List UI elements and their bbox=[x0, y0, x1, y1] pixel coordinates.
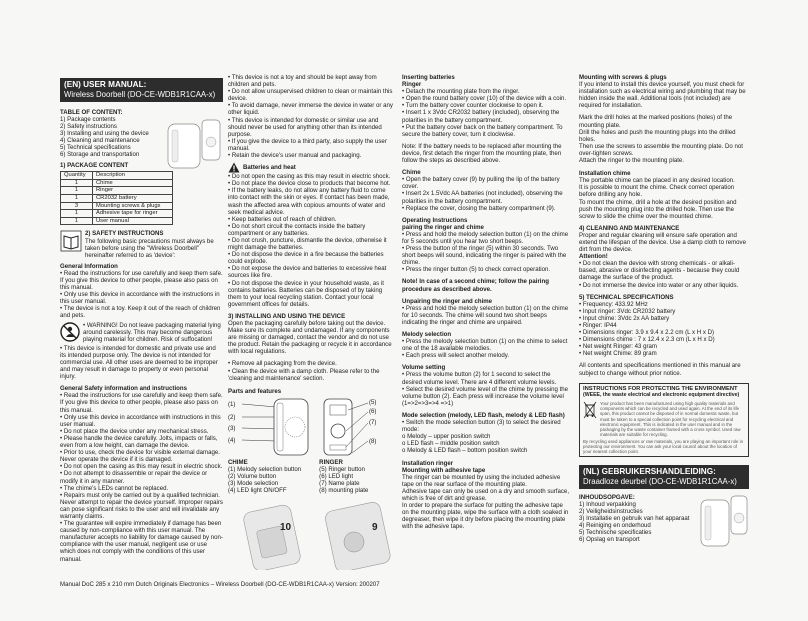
callout-label: (7) bbox=[369, 418, 377, 426]
install-heading: 3) INSTALLING AND USING THE DEVICE bbox=[228, 312, 346, 320]
toc-item: 6) Opslag en transport bbox=[579, 536, 640, 544]
chime-drawing bbox=[240, 397, 310, 457]
chime-text: • Open the battery cover (9) by pulling the lip of the battery cover. • Insert 2x 1.5Vdc AA batteries (not included), observing the polarities in the battery compartment. • Replace the cover, closing the battery compartment (9). bbox=[402, 176, 563, 212]
install-chime-text: The portable chime can be placed in any desired location. It is possible to mount the chime. Check correct operation before drilling any hole. To mount the chime, drill a hole at the desired position and push the mounting plug into the drilled hole. Then use the screw to slide the chime over the mounted chime. bbox=[579, 177, 737, 220]
callout-label: (8) bbox=[369, 437, 377, 445]
mode-text: • Switch the mode selection button (3) to select the desired mode: o Melody – upper position switch o LED flash – middle position switch o Melody & LED flash – bottom position switch bbox=[402, 419, 561, 455]
parts-figure bbox=[228, 397, 396, 457]
ringer-rear-photo bbox=[316, 502, 396, 570]
operating-heading: Operating Instructions bbox=[402, 216, 468, 224]
table-row bbox=[61, 195, 173, 203]
volume-text: • Press the volume button (2) for 1 second to select the desired volume level. There are 4 different volume levels. • Select the desired volume level of the chime by pressing the volume button (2). Each press will increase the volume level (1=>2=>3=>4 =>1) bbox=[402, 371, 569, 407]
nl-subtitle: Draadloze deurbel (DO-CE-WDB1R1CAA-x) bbox=[583, 476, 737, 486]
photo-number: 10 bbox=[280, 522, 292, 534]
photo-number: 9 bbox=[372, 522, 378, 534]
install-text: Open the packaging carefully before taking out the device. Make sure its complete and undamaged. If any components are missing or damaged, contact the vendor and do not use the product. Retain the packaging or recycle it in accordance with local regulations. bbox=[228, 320, 392, 356]
weee-heading: INSTRUCTIONS FOR PROTECTING THE ENVIRONMENT bbox=[583, 385, 738, 392]
install-chime-subheading: Installation chime bbox=[579, 170, 631, 178]
ringer-rear-image bbox=[316, 502, 396, 570]
install-ringer-subheading: Installation ringer bbox=[402, 459, 454, 467]
cleaning-heading: 4) CLEANING AND MAINTENANCE bbox=[579, 224, 680, 232]
chime-parts bbox=[228, 459, 301, 494]
pairing-subheading: pairing the ringer and chime bbox=[402, 223, 484, 231]
cleaning-text: Proper and regular cleaning will ensure safe operation and extend the lifespan of the device. Use a damp cloth to remove dirt from the device. bbox=[579, 231, 746, 254]
general-info-text: • Read the instructions for use carefully and keep them safe. If you give this device to other people, please also pass on this manual. • Only use this device in accordance with the instructions in this user manual. • The device is not a toy. Keep it out of the reach of children and pets. bbox=[60, 269, 223, 320]
nl-title-box bbox=[579, 465, 749, 489]
nl-title: (NL) GEBRUIKERSHANDLEIDING: bbox=[583, 467, 716, 477]
rights-text: All contents and specifications mentioned in this manual are subject to change without prior notice. bbox=[579, 362, 741, 377]
general-text: • This device is not a toy and should be kept away from children and pets. • Do not allow unsupervised children to clean or maintain this device. • To avoid damage, never immerse the device in water or any other liquid. • This device is intended for domestic or similar use and should never be used for anything other than its intended purpose. • If you give the device to a third party, also supply the user manual. • Retain the device's user manual and packaging. bbox=[228, 74, 393, 160]
adhesive-subheading: Mounting with adhesive tape bbox=[402, 466, 486, 474]
safety-text: The following basic precautions must always be taken before using the "Wireless Doorbell" hereinafter referred to as 'device': bbox=[85, 237, 214, 259]
note-battery-text: Note: If the battery needs to be replaced after mounting the device, first detach the ringer from the mounting plate, then follow the steps as described above. bbox=[402, 142, 562, 165]
table-cell: Quantity bbox=[61, 172, 93, 180]
parts-heading: Parts and features bbox=[228, 387, 282, 395]
safety-heading: 2) SAFETY INSTRUCTIONS bbox=[85, 230, 164, 238]
table-cell: Description bbox=[93, 172, 173, 180]
specs-heading: 5) TECHNICAL SPECIFICATIONS bbox=[579, 293, 674, 301]
table-row bbox=[61, 179, 173, 187]
toc-item: 3) Installing and using the device bbox=[60, 129, 149, 137]
screws-subheading: Mounting with screws & plugs bbox=[579, 74, 667, 81]
warning-triangle-icon bbox=[228, 162, 240, 173]
package-content-heading: 1) PACKAGE CONTENT bbox=[60, 162, 129, 170]
melody-subheading: Melody selection bbox=[402, 331, 452, 338]
weee-text-2: By recycling used appliances or raw materials, you are playing an important role in protecting our environment. You can ask your local council about the location of your nearest collection point. bbox=[583, 438, 744, 455]
en-title-box bbox=[60, 78, 223, 102]
warning-block bbox=[60, 322, 223, 345]
list-item: • Ringer: IP44 bbox=[579, 322, 617, 329]
list-item: (7) Name plate bbox=[319, 480, 360, 488]
install-text-2: • Remove all packaging from the device. • Clean the device with a damp cloth. Please refer to the 'cleaning and maintenance' section. bbox=[228, 360, 380, 382]
list-item: (4) LED light ON/OFF bbox=[228, 487, 287, 495]
volume-subheading: Volume setting bbox=[402, 364, 446, 372]
en-subtitle: Wireless Doorbell (DO-CE-WDB1R1CAA-x) bbox=[64, 89, 216, 99]
table-cell: 1 bbox=[61, 217, 93, 225]
callout-label: (2) bbox=[228, 413, 236, 421]
ringer-drawing bbox=[320, 397, 376, 457]
note-second-chime: Note! In case of a second chime; follow the pairing procedure as described above. bbox=[402, 278, 549, 293]
toc-heading: TABLE OF CONTENT: bbox=[60, 108, 123, 116]
toc-item: 4) Reiniging en onderhoud bbox=[579, 522, 651, 530]
table-cell: 3 bbox=[61, 202, 93, 210]
list-item: (5) Ringer button bbox=[319, 465, 365, 473]
column-4 bbox=[579, 74, 749, 580]
weee-box bbox=[579, 383, 749, 458]
adhesive-text: The ringer can be mounted by using the included adhesive tape on the rear surface of the mounting plate. Adhesive tape can only be used on a dry and smooth surface, which is free of dirt and grease. In order to prepare the surface for putting the adhesive tape on the mounting plate, wipe the surface with a cloth soaked in degreaser, then wipe it dry before placing the mounting plate with the adhesive tape. bbox=[402, 473, 570, 531]
toc-item: 5) Technische specificaties bbox=[579, 529, 652, 537]
weee-subheading: (WEEE, the waste electrical and electronic equipment directive) bbox=[583, 392, 740, 399]
general-info-heading: General Information bbox=[60, 262, 118, 270]
note-battery bbox=[402, 143, 570, 164]
page-footer: Manual DoC 285 x 210 mm Dutch Originals Electronics – Wireless Doorbell (DO-CE-WDB1R1CAA-x) Version: 200207 bbox=[60, 581, 380, 588]
ringer-heading: RINGER bbox=[319, 458, 343, 466]
rear-photos bbox=[228, 502, 396, 570]
list-item: • Frequency: 433.92 MHz bbox=[579, 300, 648, 308]
list-item: • Input ringer: 3Vdc CR2032 battery bbox=[579, 307, 676, 315]
nl-toc-heading: INHOUDSOPGAVE: bbox=[579, 493, 635, 501]
screws-text: If you intend to install this device yourself, you must check for installation such as electrical wiring and plumbing that may be hidden inside the wall. Additional tools (not included) are required for installation. bbox=[579, 81, 746, 110]
list-item: (1) Melody selection button bbox=[228, 465, 302, 473]
callout-label: (4) bbox=[228, 436, 236, 444]
chime-subheading: Chime bbox=[402, 169, 421, 177]
cleaning-text-2: • Do not clean the device with strong chemicals - or alkali-based, abrasive or disinfecting agents - because they could damage the surface of the product. • Do not immerse the device into water or any other liquids. bbox=[579, 260, 740, 289]
nl-product-image bbox=[699, 494, 749, 554]
table-cell: 1 bbox=[61, 195, 93, 203]
list-item: • Dimensions ringer: 3.9 x 9.4 x 2.2 cm (L x H x D) bbox=[579, 329, 714, 337]
general-info-text-2: • This device is intended for domestic and private use and its intended purpose only. The device is not intended for commercial use. All other uses are deemed to be improper and may result in damage to property or even personal injury. bbox=[60, 344, 218, 381]
chime-rear-image bbox=[228, 502, 308, 570]
list-item: (3) Mode selection bbox=[228, 480, 279, 488]
table-row bbox=[61, 217, 173, 225]
ringer-parts bbox=[319, 459, 368, 494]
table-cell: CR2032 battery bbox=[93, 195, 173, 203]
safety-info-heading: General Safety information and instructions bbox=[60, 385, 187, 393]
safety-block bbox=[60, 230, 223, 258]
battery-block bbox=[228, 162, 396, 173]
toc-item: 1) Inhoud verpakking bbox=[579, 500, 636, 508]
table-row bbox=[61, 202, 173, 210]
table-cell: Mounting screws & plugs bbox=[93, 202, 173, 210]
nl-toc-block bbox=[579, 494, 749, 554]
callout-label: (3) bbox=[228, 424, 236, 432]
screws-text-2: Mark the drill holes at the marked positions (holes) of the mounting plate. Drill the holes and push the mounting plugs into the drilled holes. Then use the screws to assemble the mounting plate. Do not over-tighten screws. Attach the ringer to the mounting plate. bbox=[579, 114, 743, 165]
callout-label: (6) bbox=[369, 407, 377, 415]
attention-label: Attention! bbox=[579, 253, 608, 261]
column-2 bbox=[228, 74, 396, 580]
unpairing-text: • Press and hold the melody selection button (1) on the chime for 10 seconds. The chime will sound two short beeps indicating the ringer and chime are unpaired. bbox=[402, 304, 569, 326]
table-cell: Ringer bbox=[93, 187, 173, 195]
weee-body bbox=[583, 401, 745, 437]
crossed-bin-icon bbox=[583, 401, 597, 419]
table-cell: Chime bbox=[93, 179, 173, 187]
weee-text: Your product has been manufactured using high quality materials and components which can be recycled and used again. At the end of its life span, this product cannot be disposed of in normal domestic waste, but must be taken to a special collection point for recycling electrical and electronic equipment. This is indicated in the user manual and in the packaging by the waste container framed with a cross symbol. Used raw materials are suitable for recycling. bbox=[600, 401, 741, 437]
list-item: • Dimensions chime : 7 x 12.4 x 2.3 cm (L x H x D) bbox=[579, 336, 715, 344]
ringer-subheading: Ringer bbox=[402, 81, 422, 89]
list-item: (8) mounting plate bbox=[319, 487, 369, 495]
nl-toc bbox=[579, 494, 689, 554]
chime-rear-photo bbox=[228, 502, 308, 570]
package-content-table bbox=[60, 171, 173, 225]
toc-item: 5) Technical specifications bbox=[60, 143, 131, 151]
list-item: • Net weight Ringer: 43 gram bbox=[579, 343, 658, 351]
specs-list bbox=[579, 301, 749, 358]
mode-subheading: Mode selection (melody, LED flash, melody & LED flash) bbox=[402, 411, 565, 419]
en-product-image bbox=[166, 118, 224, 170]
toc-item: 4) Cleaning and maintenance bbox=[60, 136, 140, 144]
list-item: (2) Volume button bbox=[228, 473, 277, 481]
battery-text: • Do not open the casing as this may result in electric shock. • Do not place the device close to products that become hot. • If the battery leaks, do not allow any battery fluid to come into contact with the skin or eyes. If contact has been made, wash the affected area with copious amounts of water and seek medical advice. • Keep batteries out of reach of children. • Do not short circuit the contacts inside the battery compartment or any batteries. • Do not crush, puncture, dismantle the device, otherwise it might damage the batteries. • Do not dispose the device in a fire because the batteries could explode. • Do not expose the device and batteries to excessive heat sources like fire. • Do not dispose the device in your household waste, as it contains batteries. Batteries can be disposed of by taking them to your local recycling station. Contact your local government offices for details. bbox=[228, 173, 391, 308]
table-row bbox=[61, 187, 173, 195]
list-item: • Net weight Chime: 89 gram bbox=[579, 350, 657, 358]
warning-text: • WARNING! Do not leave packaging material lying around carelessly. This may become dangerous playing material for children. Risk of suffocation! bbox=[83, 321, 221, 343]
table-cell: 1 bbox=[61, 179, 93, 187]
list-item: (6) LED light bbox=[319, 473, 354, 481]
en-title: (EN) USER MANUAL: bbox=[64, 80, 147, 89]
table-cell: 1 bbox=[61, 187, 93, 195]
insert-heading: Inserting batteries bbox=[402, 74, 455, 81]
safety-info-text: • Read the instructions for use carefully and keep them safe. If you give this device to other people, please also pass on this manual. • Only use this device in accordance with instructions in this user manual. • Do not place the device under any mechanical stress. • Please handle the device carefully. Jolts, impacts or falls, even from a low height, can damage the device. • Prior to use, check the device for visible external damage. Never operate the device if it is damaged. • Do not open the casing as this may result in electric shock. • Do not attempt to disassemble or repair the device or modify it in any manner. • The chime's LEDs cannot be replaced. • Repairs must only be carried out by a qualified technician. Never attempt to repair the device yourself. Improper repairs can pose significant risks to the user and will invalidate any warranty claims. • The guarantee will expire immediately if damage has been caused by non-compliance with this user manual. The manufacturer accepts no liability for damage caused by non-compliance with the user manual, negligent use or use which does not comply with the conditions of this user manual. bbox=[60, 392, 223, 563]
ringer-text: • Detach the mounting plate from the ringer. • Open the round battery cover (10) of the device with a coin. • Turn the battery cover counter clockwise to open it. • Insert 1 x 3Vdc CR2032 battery (included), observing the polarities in the battery compartment. • Put the battery cover back on the battery compartment. To secure the battery cover, turn it clockwise. bbox=[402, 88, 567, 138]
column-3 bbox=[402, 74, 570, 580]
table-row bbox=[61, 210, 173, 218]
toc-item: 2) Veiligheidsinstructies bbox=[579, 507, 643, 515]
callout-label: (5) bbox=[369, 398, 377, 406]
table-header-row bbox=[61, 172, 173, 180]
battery-heading: Batteries and heat bbox=[243, 164, 296, 172]
unpairing-subheading: Unpairing the ringer and chime bbox=[402, 297, 493, 305]
toc-item: 6) Storage and transportation bbox=[60, 151, 140, 159]
book-icon bbox=[60, 230, 82, 252]
toc-item: 2) Safety instructions bbox=[60, 122, 117, 130]
pairing-text: • Press and hold the melody selection button (1) on the chime for 5 seconds until you hear two short beeps. • Press the button of the ringer (5) within 30 seconds. Two short beeps will sound, indicating the ringer is paired with the chime. • Press the ringer button (5) to check correct operation. bbox=[402, 230, 569, 274]
no-children-icon bbox=[60, 322, 80, 342]
table-cell: 1 bbox=[61, 210, 93, 218]
table-cell: User manual bbox=[93, 217, 173, 225]
toc-item: 3) Installatie en gebruik van het apparaat bbox=[579, 514, 690, 522]
table-cell: Adhesive tape for ringer bbox=[93, 210, 173, 218]
toc-item: 1) Package contents bbox=[60, 115, 116, 123]
parts-lists bbox=[228, 459, 396, 494]
callout-label: (1) bbox=[228, 400, 236, 408]
chime-heading: CHIME bbox=[228, 458, 248, 466]
list-item: • Input chime: 3Vdc 2x AA battery bbox=[579, 314, 670, 322]
melody-text: • Press the melody selection button (1) on the chime to select one of the 18 available melodies. • Each press will select another melody. bbox=[402, 338, 568, 360]
